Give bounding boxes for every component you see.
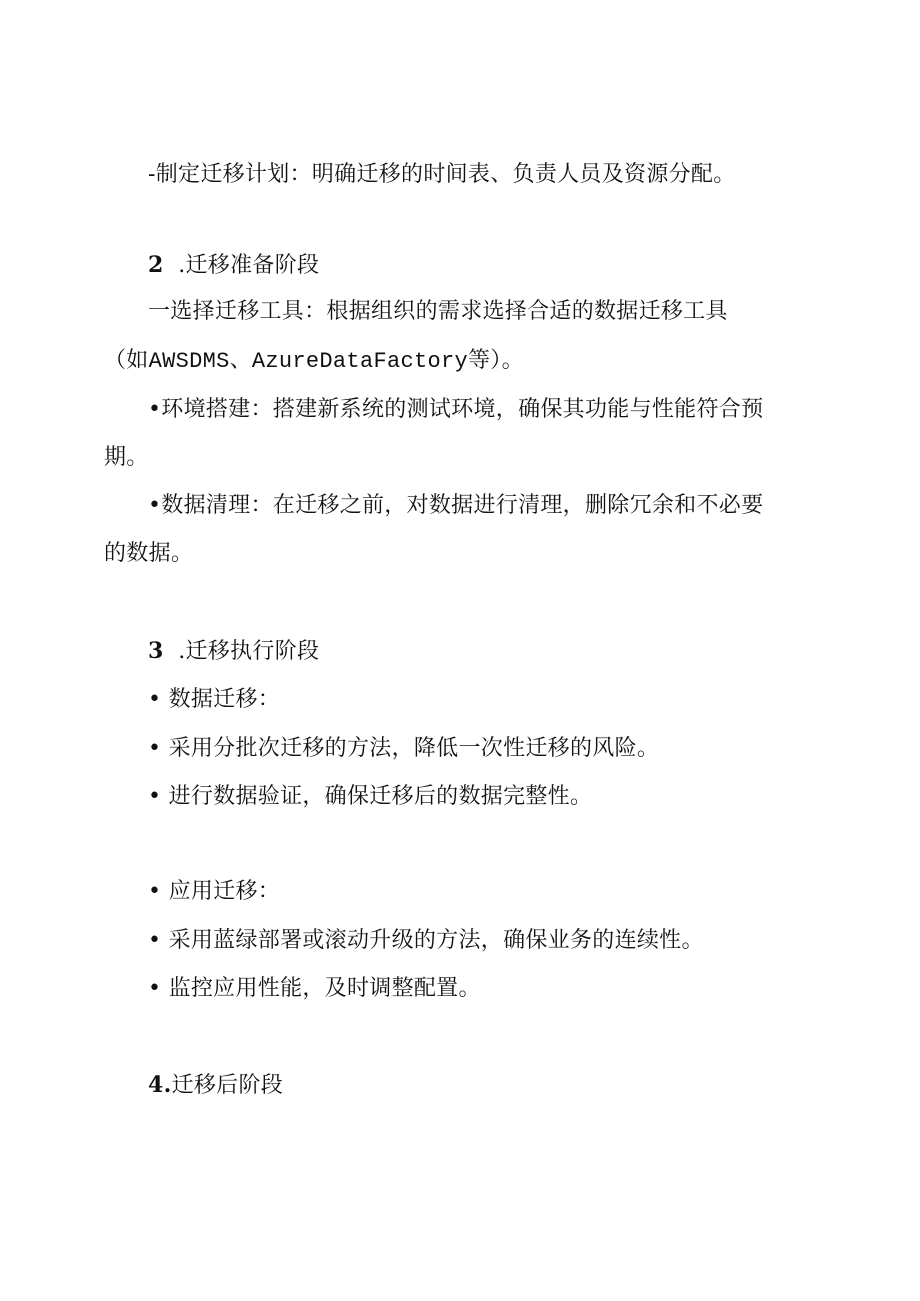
text-line-env-setup-cont: 期。 <box>104 445 149 470</box>
tool-names: AWSDMS、AzureDataFactory <box>148 349 468 374</box>
text-line-tool-select: 一选择迁移工具：根据组织的需求选择合适的数据迁移工具 <box>148 299 728 324</box>
list-item-batch: • 采用分批次迁移的方法，降低一次性迁移的风险。 <box>148 736 660 761</box>
section-heading-2 <box>148 250 319 281</box>
list-item-verify: • 进行数据验证，确保迁移后的数据完整性。 <box>148 784 593 809</box>
paren-open: （如 <box>104 348 149 373</box>
text-line-data-clean: •数据清理：在迁移之前，对数据进行清理，删除冗余和不必要 <box>148 493 764 518</box>
section-title: 迁移后阶段 <box>171 1073 284 1098</box>
list-item-app-migration: • 应用迁移： <box>148 879 281 904</box>
paren-close: 等）。 <box>467 348 524 373</box>
list-item-blue-green: • 采用蓝绿部署或滚动升级的方法，确保业务的连续性。 <box>148 928 704 953</box>
text-line-plan: -制定迁移计划：明确迁移的时间表、负责人员及资源分配。 <box>148 162 736 187</box>
section-number: 3 <box>148 638 164 664</box>
section-heading-3 <box>148 636 319 667</box>
section-number: 2 <box>148 252 164 278</box>
text-line-tool-examples <box>104 346 524 377</box>
section-title: .迁移执行阶段 <box>178 639 320 664</box>
section-heading-4 <box>148 1070 283 1101</box>
section-number: 4. <box>148 1072 172 1098</box>
text-line-data-clean-cont: 的数据。 <box>104 541 194 566</box>
list-item-data-migration: • 数据迁移： <box>148 687 281 712</box>
section-title: .迁移准备阶段 <box>178 253 320 278</box>
list-item-monitor: • 监控应用性能，及时调整配置。 <box>148 976 481 1001</box>
text-line-env-setup: •环境搭建：搭建新系统的测试环境，确保其功能与性能符合预 <box>148 397 764 422</box>
